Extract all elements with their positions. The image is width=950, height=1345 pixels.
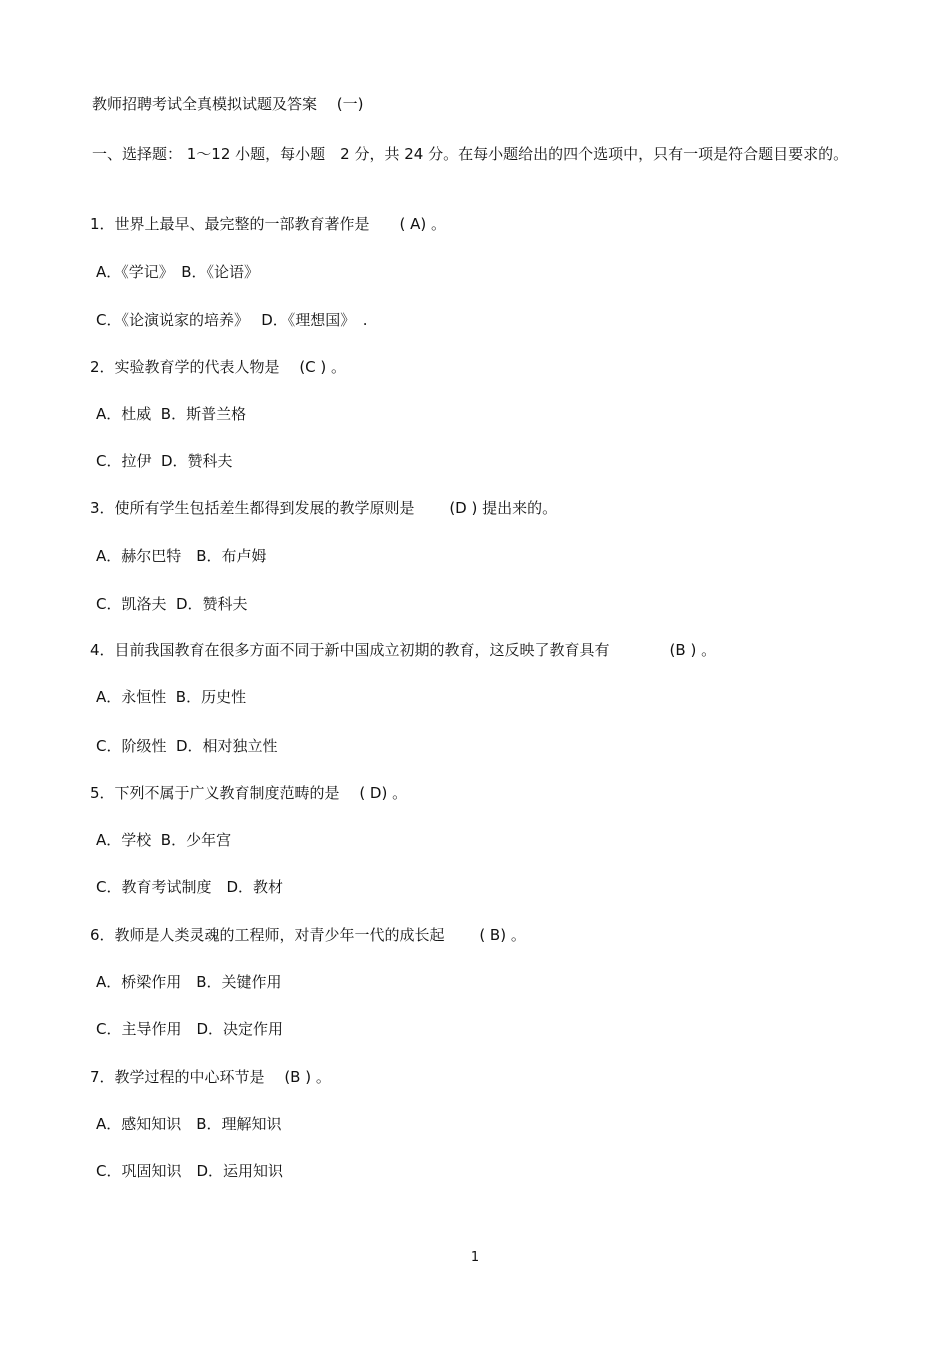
section-intro: 一、选择题： 1～12 小题，每小题 2 分，共 24 分。在每小题给出的四个选项中，只有一项是符合题目要求的。 [92, 145, 849, 163]
question-5-options-ab: A．学校 B．少年宫 [96, 831, 232, 849]
question-3-options-ab: A．赫尔巴特 B．布卢姆 [96, 547, 267, 565]
question-2-options-cd: C．拉伊 D．赞科夫 [96, 452, 233, 470]
question-3-options-cd: C．凯洛夫 D．赞科夫 [96, 595, 248, 613]
question-7-options-cd: C．巩固知识 D．运用知识 [96, 1162, 284, 1180]
question-2-stem: 2．实验教育学的代表人物是 (C ) 。 [90, 358, 347, 376]
question-1-options-ab: A．《学记》 B．《论语》 [96, 263, 260, 281]
question-5-options-cd: C．教育考试制度 D．教材 [96, 878, 284, 896]
question-4-options-ab: A．永恒性 B．历史性 [96, 688, 247, 706]
question-7-options-ab: A．感知知识 B．理解知识 [96, 1115, 282, 1133]
question-4-stem: 4．目前我国教育在很多方面不同于新中国成立初期的教育，这反映了教育具有 (B ) 。 [90, 641, 717, 659]
question-6-stem: 6．教师是人类灵魂的工程师，对青少年一代的成长起 ( B) 。 [90, 926, 526, 944]
question-3-stem: 3．使所有学生包括差生都得到发展的教学原则是 (D ) 提出来的。 [90, 499, 558, 517]
page-title: 教师招聘考试全真模拟试题及答案 (一) [92, 95, 364, 113]
question-2-options-ab: A．杜威 B．斯普兰格 [96, 405, 247, 423]
question-1-stem: 1．世界上最早、最完整的一部教育著作是 ( A) 。 [90, 215, 447, 233]
page-number: 1 [470, 1250, 480, 1265]
question-5-stem: 5．下列不属于广义教育制度范畴的是 ( D) 。 [90, 784, 408, 802]
question-4-options-cd: C．阶级性 D．相对独立性 [96, 737, 278, 755]
question-1-options-cd: C．《论演说家的培养》 D．《理想国》 . [96, 311, 368, 329]
question-7-stem: 7．教学过程的中心环节是 (B ) 。 [90, 1068, 331, 1086]
question-6-options-cd: C．主导作用 D．决定作用 [96, 1020, 284, 1038]
question-6-options-ab: A．桥梁作用 B．关键作用 [96, 973, 282, 991]
